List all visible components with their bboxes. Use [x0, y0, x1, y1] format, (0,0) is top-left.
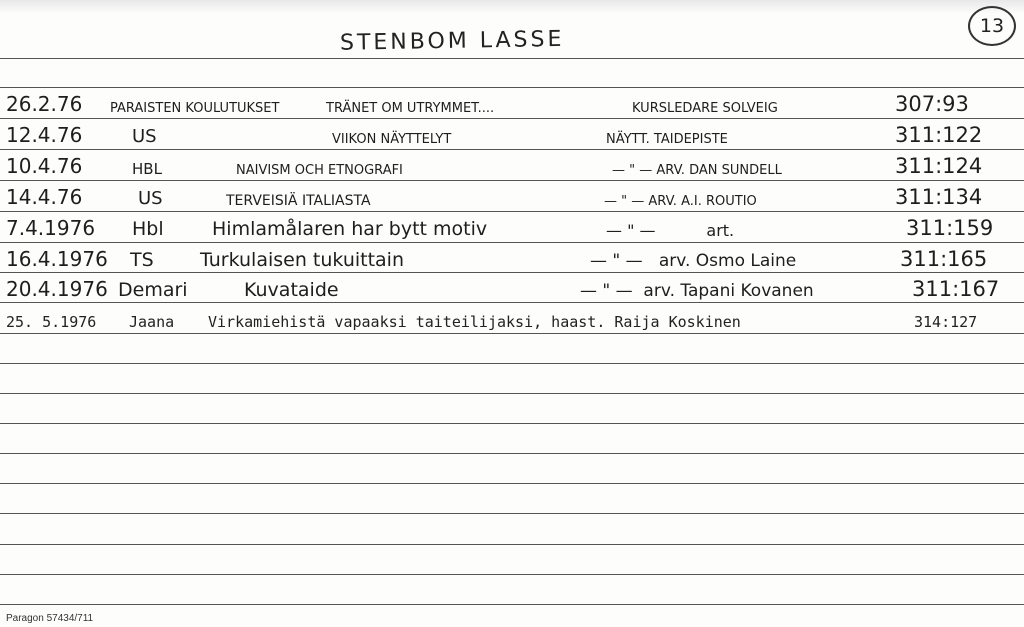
- entry-ref: 311:159: [906, 216, 994, 240]
- entry-row: [0, 212, 1024, 242]
- entry-row: [0, 119, 1024, 149]
- entry-ref: 314:127: [914, 313, 978, 331]
- entry-title: TRÄNET OM UTRYMMET....: [326, 101, 495, 116]
- printer-mark: Paragon 57434/711: [6, 613, 94, 624]
- entry-title: Kuvataide: [244, 279, 339, 301]
- entry-ref: 311:122: [895, 123, 983, 147]
- entry-date: 20.4.1976: [6, 277, 108, 301]
- entry-title: TERVEISIÄ ITALIASTA: [226, 193, 371, 209]
- entry-row: [0, 150, 1024, 180]
- rule-line: [0, 453, 1024, 454]
- entry-ref: 311:167: [912, 277, 1000, 301]
- entry-publication: TS: [130, 249, 154, 271]
- entry-ref: 311:134: [895, 185, 983, 209]
- entry-title: NAIVISM OCH ETNOGRAFI: [236, 163, 403, 178]
- entry-date: 12.4.76: [6, 123, 83, 147]
- entry-ref: 311:124: [895, 154, 983, 178]
- entry-date: 10.4.76: [6, 154, 83, 178]
- rule-line: [0, 333, 1024, 334]
- rule-line: [0, 544, 1024, 545]
- entry-date: 14.4.76: [6, 185, 83, 209]
- rule-line: [0, 574, 1024, 575]
- entry-type: KURSLEDARE SOLVEIG: [632, 101, 778, 116]
- rule-line: [0, 363, 1024, 364]
- entry-type: — " — arv. Tapani Kovanen: [580, 281, 814, 301]
- entry-publication: Demari: [118, 279, 188, 301]
- entry-type: — " — ARV. DAN SUNDELL: [612, 163, 782, 178]
- entry-date: 16.4.1976: [6, 247, 108, 271]
- card-top-edge: [0, 0, 1024, 14]
- entry-ref: 311:165: [900, 247, 988, 271]
- rule-line: [0, 513, 1024, 514]
- entry-publication: Jaana: [129, 313, 175, 331]
- rule-line: [0, 58, 1024, 59]
- entry-title: Turkulaisen tukuittain: [200, 249, 404, 271]
- entry-publication: HBL: [132, 160, 162, 178]
- entry-title: Himlamålaren har bytt motiv: [212, 218, 488, 240]
- rule-line: [0, 604, 1024, 605]
- entry-type: NÄYTT. TAIDEPISTE: [606, 132, 728, 147]
- card-number-circle: 13: [968, 6, 1016, 46]
- rule-line: [0, 423, 1024, 424]
- entry-row: [0, 243, 1024, 273]
- entry-row: [0, 88, 1024, 118]
- entry-date: 7.4.1976: [6, 216, 96, 240]
- entry-row: [0, 303, 1024, 333]
- entry-publication: US: [138, 188, 163, 209]
- entry-row: [0, 181, 1024, 211]
- card-person-name: STENBOM LASSE: [339, 26, 565, 56]
- rule-line: [0, 483, 1024, 484]
- entry-title: VIIKON NÄYTTELYT: [332, 132, 452, 147]
- entry-date: 25. 5.1976: [6, 313, 97, 331]
- entry-type: — " — art.: [606, 221, 735, 240]
- entry-date: 26.2.76: [6, 92, 83, 116]
- entry-publication: PARAISTEN KOULUTUKSET: [110, 101, 280, 116]
- entry-ref: 307:93: [895, 92, 969, 116]
- rule-line: [0, 393, 1024, 394]
- entry-type: — " — arv. Osmo Laine: [590, 251, 797, 271]
- entry-type: — " — ARV. A.I. ROUTIO: [604, 194, 757, 209]
- entry-publication: Hbl: [132, 218, 164, 240]
- entry-row: [0, 273, 1024, 303]
- entry-publication: US: [132, 126, 157, 147]
- entry-title: Virkamiehistä vapaaksi taiteilijaksi, haast. Raija Koskinen: [208, 313, 741, 331]
